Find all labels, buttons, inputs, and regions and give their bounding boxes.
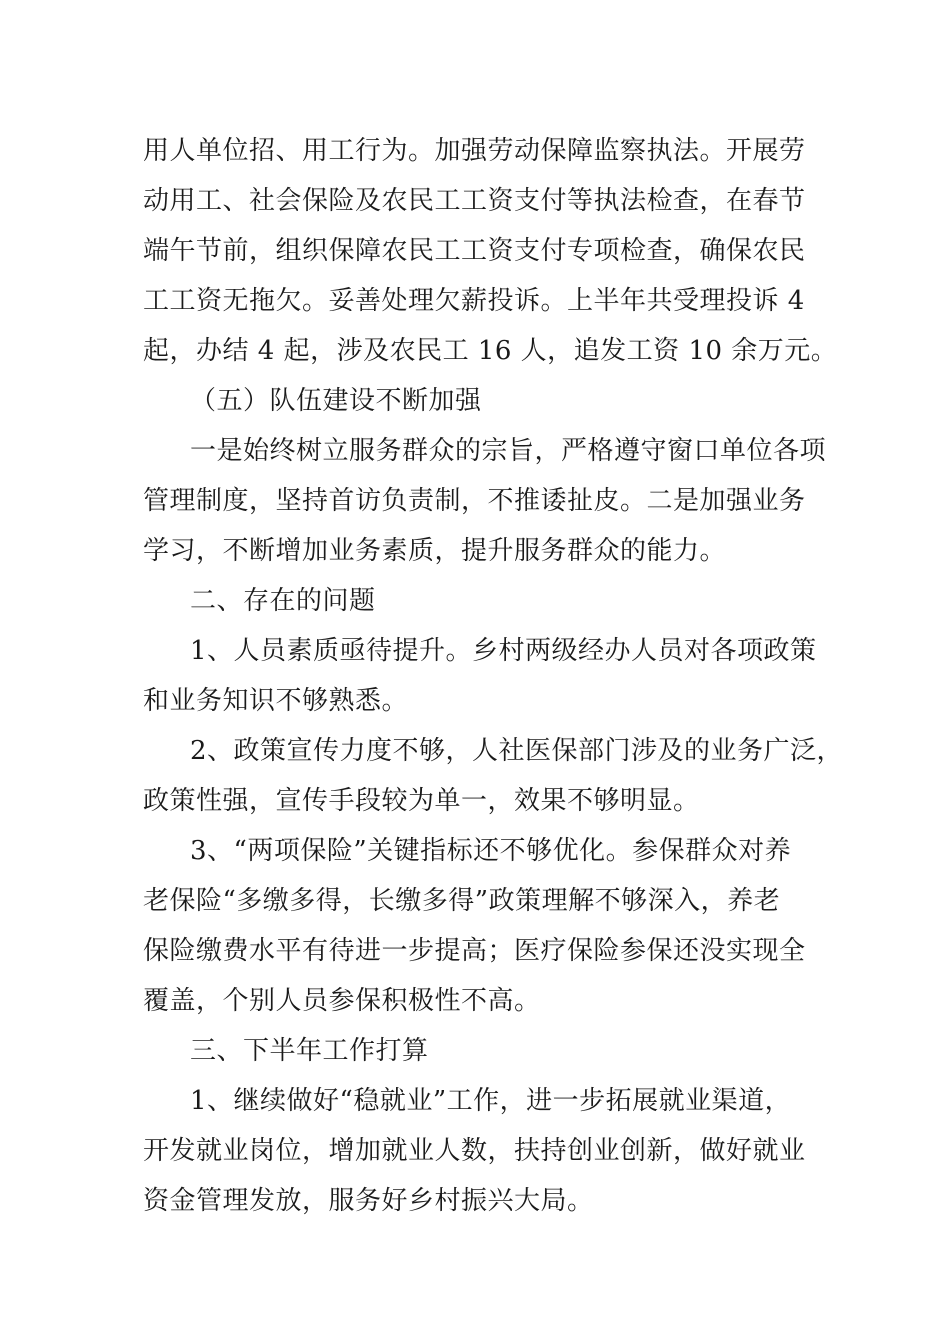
paragraph-line: 用人单位招、用工行为。加强劳动保障监察执法。开展劳 xyxy=(143,136,806,166)
paragraph-line: 工工资无拖欠。妥善处理欠薪投诉。上半年共受理投诉 4 xyxy=(143,286,805,316)
paragraph-line: 资金管理发放，服务好乡村振兴大局。 xyxy=(143,1186,594,1216)
section-heading: 二、存在的问题 xyxy=(190,586,376,616)
paragraph-line: 政策性强，宣传手段较为单一，效果不够明显。 xyxy=(143,786,700,816)
section-heading: 三、下半年工作打算 xyxy=(190,1036,429,1066)
paragraph-line: 学习，不断增加业务素质，提升服务群众的能力。 xyxy=(143,536,727,566)
paragraph-line: 1、继续做好“稳就业”工作，进一步拓展就业渠道， xyxy=(190,1086,792,1116)
paragraph-line: 3、“两项保险”关键指标还不够优化。参保群众对养 xyxy=(190,836,792,866)
paragraph-line: 老保险“多缴多得，长缴多得”政策理解不够深入，养老 xyxy=(143,886,781,916)
paragraph-line: 管理制度，坚持首访负责制，不推诿扯皮。二是加强业务 xyxy=(143,486,806,516)
paragraph-line: 动用工、社会保险及农民工工资支付等执法检查，在春节 xyxy=(143,186,806,216)
paragraph-line: 起，办结 4 起，涉及农民工 16 人，追发工资 10 余万元。 xyxy=(143,336,838,366)
paragraph-line: 一是始终树立服务群众的宗旨，严格遵守窗口单位各项 xyxy=(190,436,827,466)
paragraph-line: 覆盖，个别人员参保积极性不高。 xyxy=(143,986,541,1016)
paragraph-line: 保险缴费水平有待进一步提高；医疗保险参保还没实现全 xyxy=(143,936,806,966)
paragraph-line: 和业务知识不够熟悉。 xyxy=(143,686,409,716)
paragraph-line: 端午节前，组织保障农民工工资支付专项检查，确保农民 xyxy=(143,236,806,266)
section-heading: （五）队伍建设不断加强 xyxy=(190,386,482,416)
paragraph-line: 2、政策宣传力度不够，人社医保部门涉及的业务广泛， xyxy=(190,736,844,766)
paragraph-line: 1、人员素质亟待提升。乡村两级经办人员对各项政策 xyxy=(190,636,817,666)
paragraph-line: 开发就业岗位，增加就业人数，扶持创业创新，做好就业 xyxy=(143,1136,806,1166)
